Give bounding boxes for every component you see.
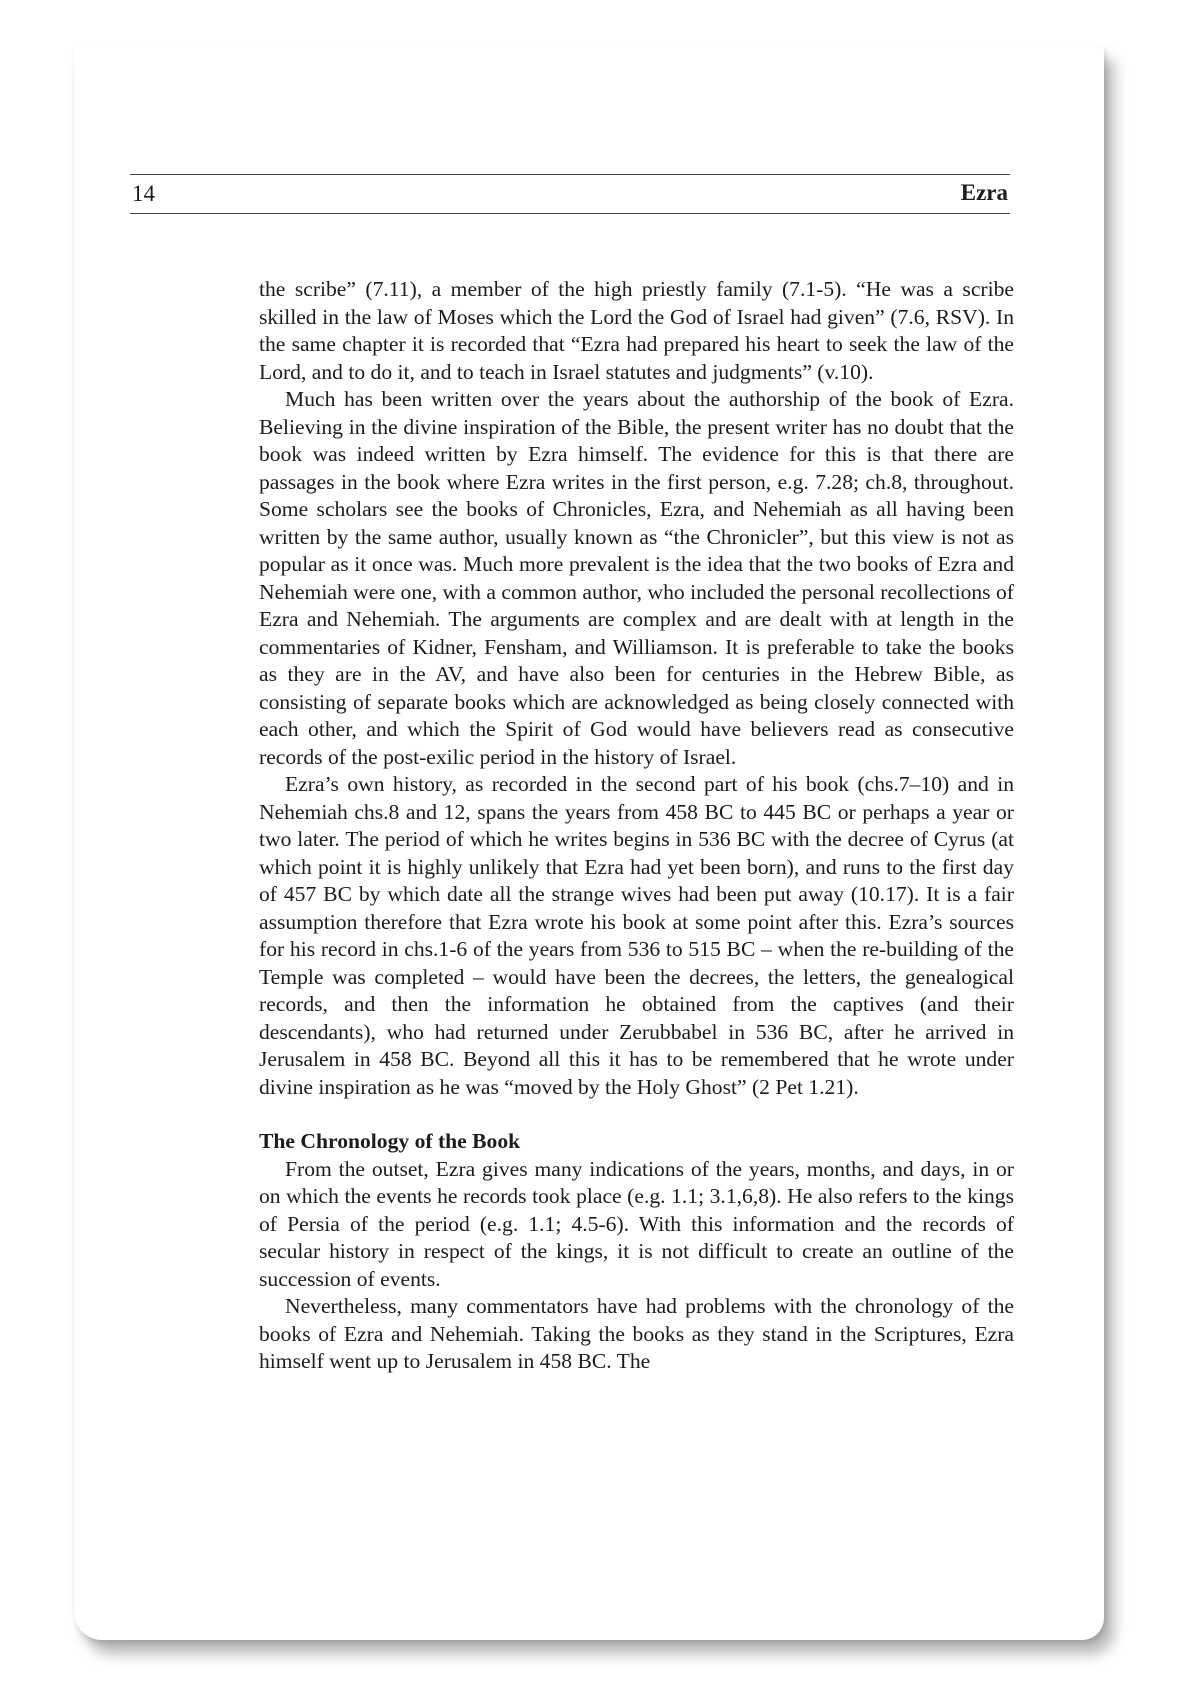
paragraph-authorship: Much has been written over the years about the authorship of the book of Ezra. Believing in the divine inspiration of the Bible, the present writer has no doubt that the book was indeed written by Ezra himself. The evidence for this is that there are passages in the book where Ezra writes in the first person, e.g. 7.28; ch.8, throughout. Some scholars see the books of Chronicles, Ezra, and Nehemiah as all having been written by the same author, usually known as “the Chronicler”, but this view is not as popular as it once was. Much more prevalent is the idea that the two books of Ezra and Nehemiah were one, with a common author, who included the personal recollections of Ezra and Nehemiah. The arguments are complex and are dealt with at length in the commentaries of Kidner, Fensham, and Williamson. It is preferable to take the books as they are in the AV, and have also been for centuries in the Hebrew Bible, as consisting of separate books which are acknowledged as being closely connected with each other, and which the Spirit of God would have believers read as consecutive records of the post-exilic period in the history of Israel. <box>259 387 1014 769</box>
section-heading: The Chronology of the Book <box>259 1129 521 1153</box>
paragraph-chronology-problems: Nevertheless, many commentators have had problems with the chronology of the books of Ezra and Nehemiah. Taking the books as they stand in the Scriptures, Ezra himself went up to Jerusalem in 458 BC. The <box>259 1294 1014 1373</box>
page-number: 14 <box>132 181 155 206</box>
running-head <box>130 174 1010 214</box>
paragraph-continuation: the scribe” (7.11), a member of the high priestly family (7.1-5). “He was a scribe skilled in the law of Moses which the Lord the God of Israel had given” (7.6, RSV). In the same chapter it is recorded that “Ezra had prepared his heart to seek the law of the Lord, and to do it, and to teach in Israel statutes and judgments” (v.10). <box>259 277 1014 384</box>
paragraph-chronology-outline: From the outset, Ezra gives many indications of the years, months, and days, in or on which the events he records took place (e.g. 1.1; 3.1,6,8). He also refers to the kings of Persia of the period (e.g. 1.1; 4.5-6). With this information and the records of secular history in respect of the kings, it is not difficult to create an outline of the succession of events. <box>259 1156 1014 1291</box>
paragraph-ezra-history: Ezra’s own history, as recorded in the second part of his book (chs.7–10) and in Nehemiah chs.8 and 12, spans the years from 458 BC to 445 BC or perhaps a year or two later. The period of which he writes begins in 536 BC with the decree of Cyrus (at which point it is highly unlikely that Ezra had yet been born), and runs to the first day of 457 BC by which date all the strange wives had been put away (10.17). It is a fair assumption therefore that Ezra wrote his book at some point after this. Ezra’s sources for his record in chs.1-6 of the years from 536 to 515 BC – when the re-building of the Temple was completed – would have been the decrees, the letters, the genealogical records, and then the information he obtained from the captives (and their descendants), who had returned under Zerubbabel in 536 BC, after he arrived in Jerusalem in 458 BC. Beyond all this it has to be remembered that he wrote under divine inspiration as he was “moved by the Holy Ghost” (2 Pet 1.21). <box>259 772 1014 1099</box>
page-body <box>259 276 1014 1376</box>
book-title: Ezra <box>960 180 1008 205</box>
